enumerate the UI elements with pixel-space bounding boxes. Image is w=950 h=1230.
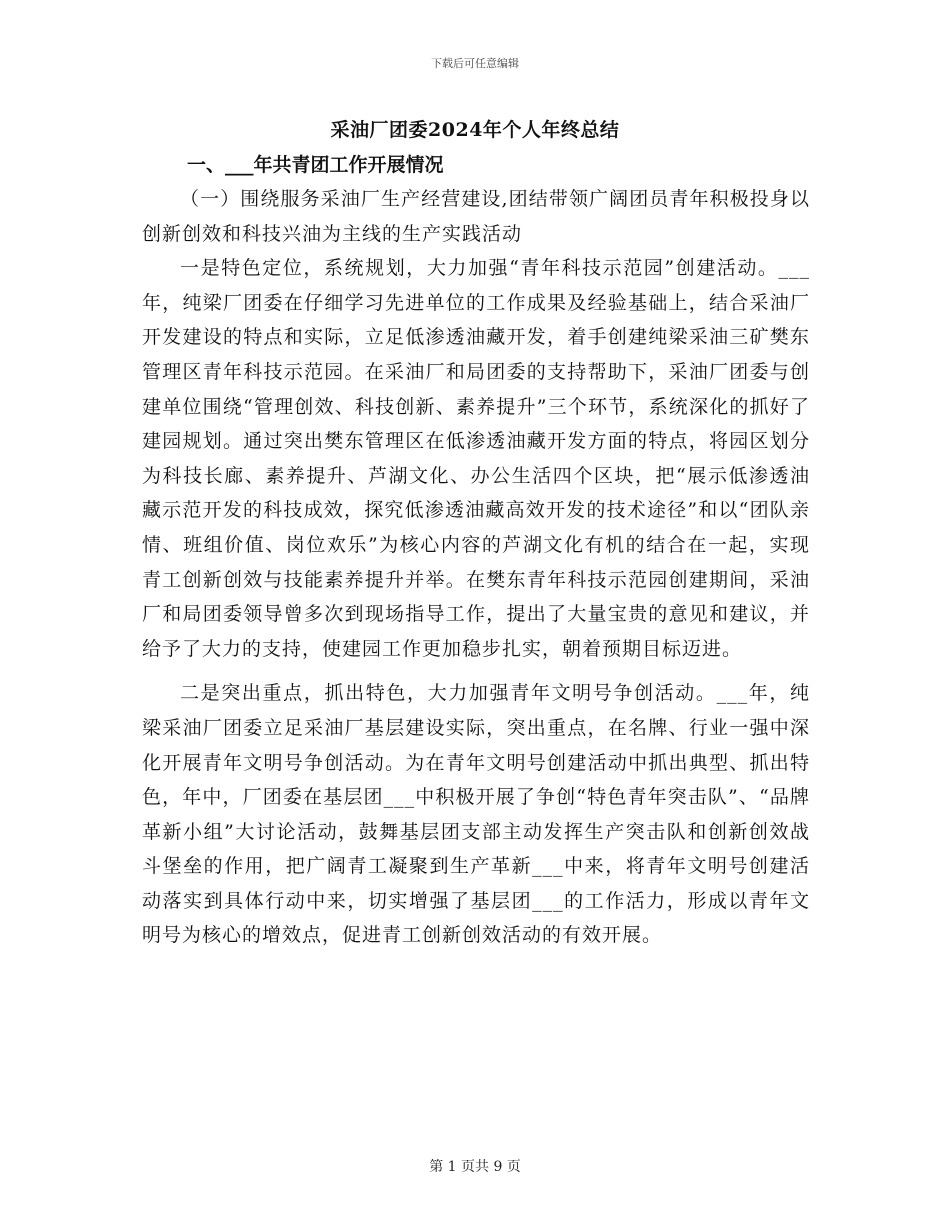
section-heading: 一、___年共青团工作开展情况 — [187, 154, 444, 176]
header-note: 下载后可任意编辑 — [431, 57, 519, 70]
page-number: 第 1 页共 9 页 — [429, 1159, 521, 1175]
paragraph-two: 二是突出重点，抓出特色，大力加强青年文明号争创活动。___年，纯梁采油厂团委立足采油厂基层建设实际，突出重点，在名牌、行业一强中深化开展青年文明号争创活动。为在青年文明号创建活动中抓出典型、抓出特色，年中，厂团委在基层团___中积极开展了争创“特色青年突击队”、“品牌革新小组”大讨论活动，鼓舞基层团支部主动发挥生产突击队和创新创效战斗堡垒的作用，把广阔青工凝聚到生产革新___中来，将青年文明号创建活动落实到具体行动中来，切实增强了基层团___的工作活力，形成以青年文明号为核心的增效点，促进青工创新创效活动的有效开展。 — [142, 682, 810, 947]
paragraph-subheading: （一）围绕服务采油厂生产经营建设,团结带领广阔团员青年积极投身以创新创效和科技兴油为主线的生产实践活动 — [142, 188, 810, 245]
document-body — [142, 182, 810, 953]
document-title: 采油厂团委2024年个人年终总结 — [330, 119, 620, 141]
paragraph-one: 一是特色定位，系统规划，大力加强“青年科技示范园”创建活动。___年，纯梁厂团委在仔细学习先进单位的工作成果及经验基础上，结合采油厂开发建设的特点和实际，立足低渗透油藏开发，着手创建纯梁采油三矿樊东管理区青年科技示范园。在采油厂和局团委的支持帮助下，采油厂团委与创建单位围绕“管理创效、科技创新、素养提升”三个环节，系统深化的抓好了建园规划。通过突出樊东管理区在低渗透油藏开发方面的特点，将园区划分为科技长廊、素养提升、芦湖文化、办公生活四个区块，把“展示低渗透油藏示范开发的科技成效，探究低渗透油藏高效开发的技术途径”和以“团队亲情、班组价值、岗位欢乐”为核心内容的芦湖文化有机的结合在一起，实现青工创新创效与技能素养提升并举。在樊东青年科技示范园创建期间，采油厂和局团委领导曾多次到现场指导工作，提出了大量宝贵的意见和建议，并给予了大力的支持，使建园工作更加稳步扎实，朝着预期目标迈进。 — [142, 257, 810, 660]
